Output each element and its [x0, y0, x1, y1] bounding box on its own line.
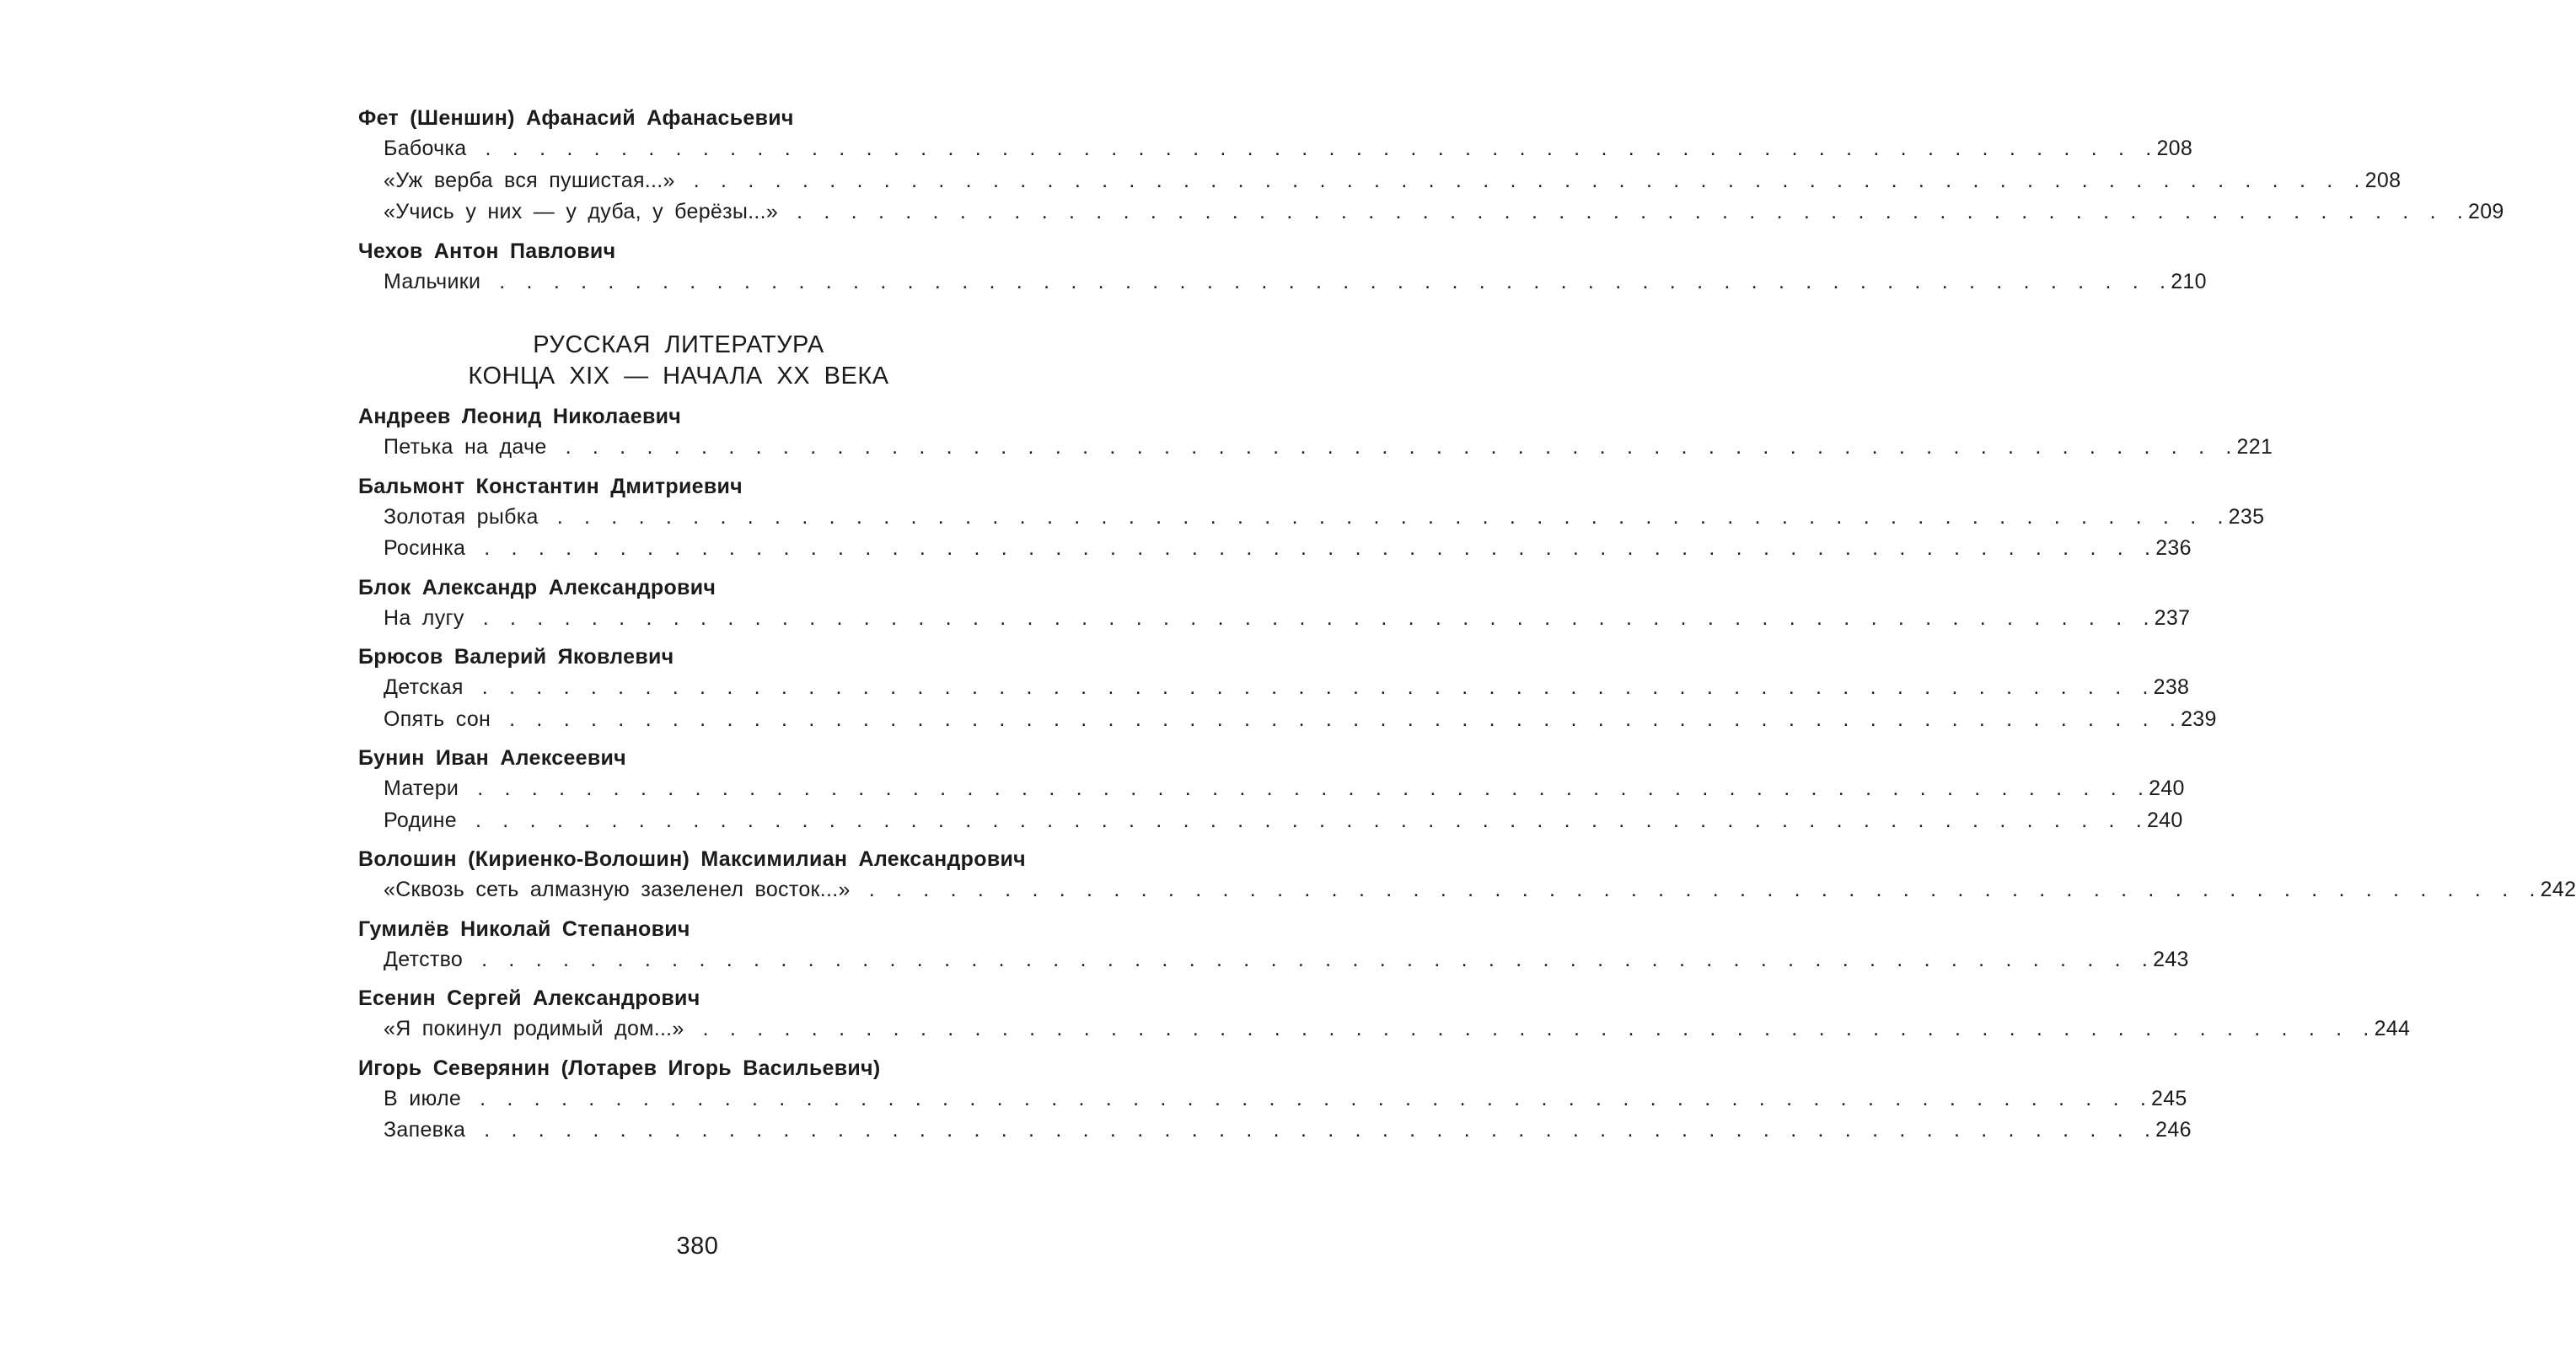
author-heading: Андреев Леонид Николаевич: [358, 405, 682, 428]
toc-entry: [358, 603, 2191, 635]
toc-entry: [358, 133, 2193, 165]
entry-page-number: 239: [2181, 707, 2217, 731]
toc-part-2: [358, 405, 2576, 1147]
dot-leader: . . . . . . . . . . . . . . . . . . . . . . . . . . . . . . . . . . . . . . . . . . . . . . . . . . . . . . . . . . . . . .: [481, 947, 2154, 971]
entry-page-number: 235: [2228, 504, 2265, 529]
author-heading: Есенин Сергей Александрович: [358, 986, 700, 1010]
entry-page-number: 246: [2155, 1118, 2192, 1142]
dot-leader: . . . . . . . . . . . . . . . . . . . . . . . . . . . . . . . . . . . . . . . . . . . . . . . . . . . . . . . . . . . . . .: [797, 200, 2469, 223]
entry-title: Росинка: [384, 536, 466, 560]
entry-page-number: 243: [2153, 947, 2189, 971]
dot-leader: . . . . . . . . . . . . . . . . . . . . . . . . . . . . . . . . . . . . . . . . . . . . . . . . . . . . . . . . . . . . . .: [509, 707, 2182, 731]
toc-entry: [358, 1083, 2187, 1115]
toc-entry: [358, 805, 2183, 837]
toc-entry: [358, 432, 2273, 464]
entry-title: Петька на даче: [384, 435, 547, 459]
entry-page-number: 245: [2151, 1086, 2187, 1110]
toc-entry: [358, 502, 2265, 534]
dot-leader: . . . . . . . . . . . . . . . . . . . . . . . . . . . . . . . . . . . . . . . . . . . . . . . . . . . . . . . . . . . . . .: [482, 605, 2155, 630]
toc-entry: [358, 773, 2185, 805]
toc-entry: [358, 704, 2217, 736]
dot-leader: . . . . . . . . . . . . . . . . . . . . . . . . . . . . . . . . . . . . . . . . . . . . . . . . . . . . . . . . . . . . . .: [556, 504, 2229, 529]
entry-title: Бабочка: [384, 137, 467, 160]
dot-leader: . . . . . . . . . . . . . . . . . . . . . . . . . . . . . . . . . . . . . . . . . . . . . . . . . . . . . . . . . . . . . .: [484, 1118, 2156, 1142]
entry-page-number: 236: [2155, 536, 2192, 560]
entry-page-number: 242: [2540, 878, 2576, 901]
dot-leader: . . . . . . . . . . . . . . . . . . . . . . . . . . . . . . . . . . . . . . . . . . . . . . . . . . . . . . . . . . . . . .: [693, 168, 2365, 192]
entry-title: Мальчики: [384, 269, 481, 293]
entry-title: Опять сон: [384, 707, 491, 731]
page-number: 380: [676, 1233, 719, 1260]
entry-title: Золотая рыбка: [384, 504, 539, 529]
entry-page-number: 238: [2153, 675, 2190, 699]
author-heading: Брюсов Валерий Яковлевич: [358, 645, 674, 669]
dot-leader: . . . . . . . . . . . . . . . . . . . . . . . . . . . . . . . . . . . . . . . . . . . . . . . . . . . . . . . . . . . . . .: [477, 777, 2149, 800]
entry-page-number: 240: [2149, 777, 2185, 800]
toc-part-1: [358, 106, 2504, 298]
dot-leader: . . . . . . . . . . . . . . . . . . . . . . . . . . . . . . . . . . . . . . . . . . . . . . . . . . . . . . . . . . . . . .: [481, 675, 2154, 699]
author-heading: Бунин Иван Алексеевич: [358, 746, 626, 770]
author-heading: Чехов Антон Павлович: [358, 239, 616, 263]
entry-page-number: 240: [2146, 808, 2183, 832]
entry-page-number: 208: [2156, 137, 2193, 160]
dot-leader: . . . . . . . . . . . . . . . . . . . . . . . . . . . . . . . . . . . . . . . . . . . . . . . . . . . . . . . . . . . . . .: [499, 269, 2171, 293]
entry-title: Матери: [384, 777, 459, 800]
dot-leader: . . . . . . . . . . . . . . . . . . . . . . . . . . . . . . . . . . . . . . . . . . . . . . . . . . . . . . . . . . . . . .: [475, 808, 2147, 832]
toc-entry: [358, 533, 2192, 565]
toc-entry: [358, 672, 2190, 704]
section-heading-line-2: КОНЦА XIX — НАЧАЛА XX ВЕКА: [468, 363, 889, 390]
author-heading: Гумилёв Николай Степанович: [358, 916, 690, 941]
dot-leader: . . . . . . . . . . . . . . . . . . . . . . . . . . . . . . . . . . . . . . . . . . . . . . . . . . . . . . . . . . . . . .: [485, 137, 2157, 160]
entry-page-number: 208: [2364, 168, 2402, 192]
author-heading: Игорь Северянин (Лотарев Игорь Васильевич): [358, 1056, 881, 1080]
entry-page-number: 237: [2154, 605, 2191, 630]
toc-entry: [358, 165, 2402, 197]
toc-entry: [358, 266, 2207, 298]
dot-leader: . . . . . . . . . . . . . . . . . . . . . . . . . . . . . . . . . . . . . . . . . . . . . . . . . . . . . . . . . . . . . .: [868, 878, 2541, 901]
author-heading: Волошин (Кириенко-Волошин) Максимилиан Александрович: [358, 847, 1026, 871]
entry-title: Детская: [384, 675, 464, 699]
entry-page-number: 209: [2468, 200, 2504, 223]
entry-title: Запевка: [384, 1118, 466, 1142]
entry-title: Родине: [384, 808, 457, 832]
toc-entry: [358, 944, 2189, 976]
dot-leader: . . . . . . . . . . . . . . . . . . . . . . . . . . . . . . . . . . . . . . . . . . . . . . . . . . . . . . . . . . . . . .: [480, 1086, 2152, 1110]
entry-title: В июле: [384, 1086, 462, 1110]
toc-entry: [358, 1013, 2411, 1045]
table-of-contents: [358, 106, 2576, 1147]
entry-title: «Уж верба вся пушистая...»: [384, 168, 675, 192]
section-heading: [358, 330, 1033, 392]
entry-page-number: 244: [2374, 1017, 2411, 1040]
section-heading-line-1: РУССКАЯ ЛИТЕРАТУРА: [533, 331, 824, 358]
toc-entry: [358, 196, 2504, 228]
entry-title: На лугу: [384, 605, 464, 630]
entry-page-number: 210: [2171, 269, 2207, 293]
dot-leader: . . . . . . . . . . . . . . . . . . . . . . . . . . . . . . . . . . . . . . . . . . . . . . . . . . . . . . . . . . . . . .: [484, 536, 2156, 560]
author-heading: Блок Александр Александрович: [358, 575, 716, 599]
toc-entry: [358, 1115, 2192, 1147]
entry-page-number: 221: [2236, 435, 2273, 459]
dot-leader: . . . . . . . . . . . . . . . . . . . . . . . . . . . . . . . . . . . . . . . . . . . . . . . . . . . . . . . . . . . . . .: [565, 435, 2237, 459]
toc-entry: [358, 874, 2576, 906]
author-heading: Бальмонт Константин Дмитриевич: [358, 474, 743, 498]
entry-title: Детство: [384, 947, 464, 971]
entry-title: «Я покинул родимый дом...»: [384, 1017, 684, 1040]
dot-leader: . . . . . . . . . . . . . . . . . . . . . . . . . . . . . . . . . . . . . . . . . . . . . . . . . . . . . . . . . . . . . .: [702, 1017, 2375, 1040]
entry-title: «Сквозь сеть алмазную зазеленел восток...»: [384, 878, 851, 901]
author-heading: Фет (Шеншин) Афанасий Афанасьевич: [358, 106, 794, 130]
entry-title: «Учись у них — у дуба, у берёзы...»: [384, 200, 779, 223]
